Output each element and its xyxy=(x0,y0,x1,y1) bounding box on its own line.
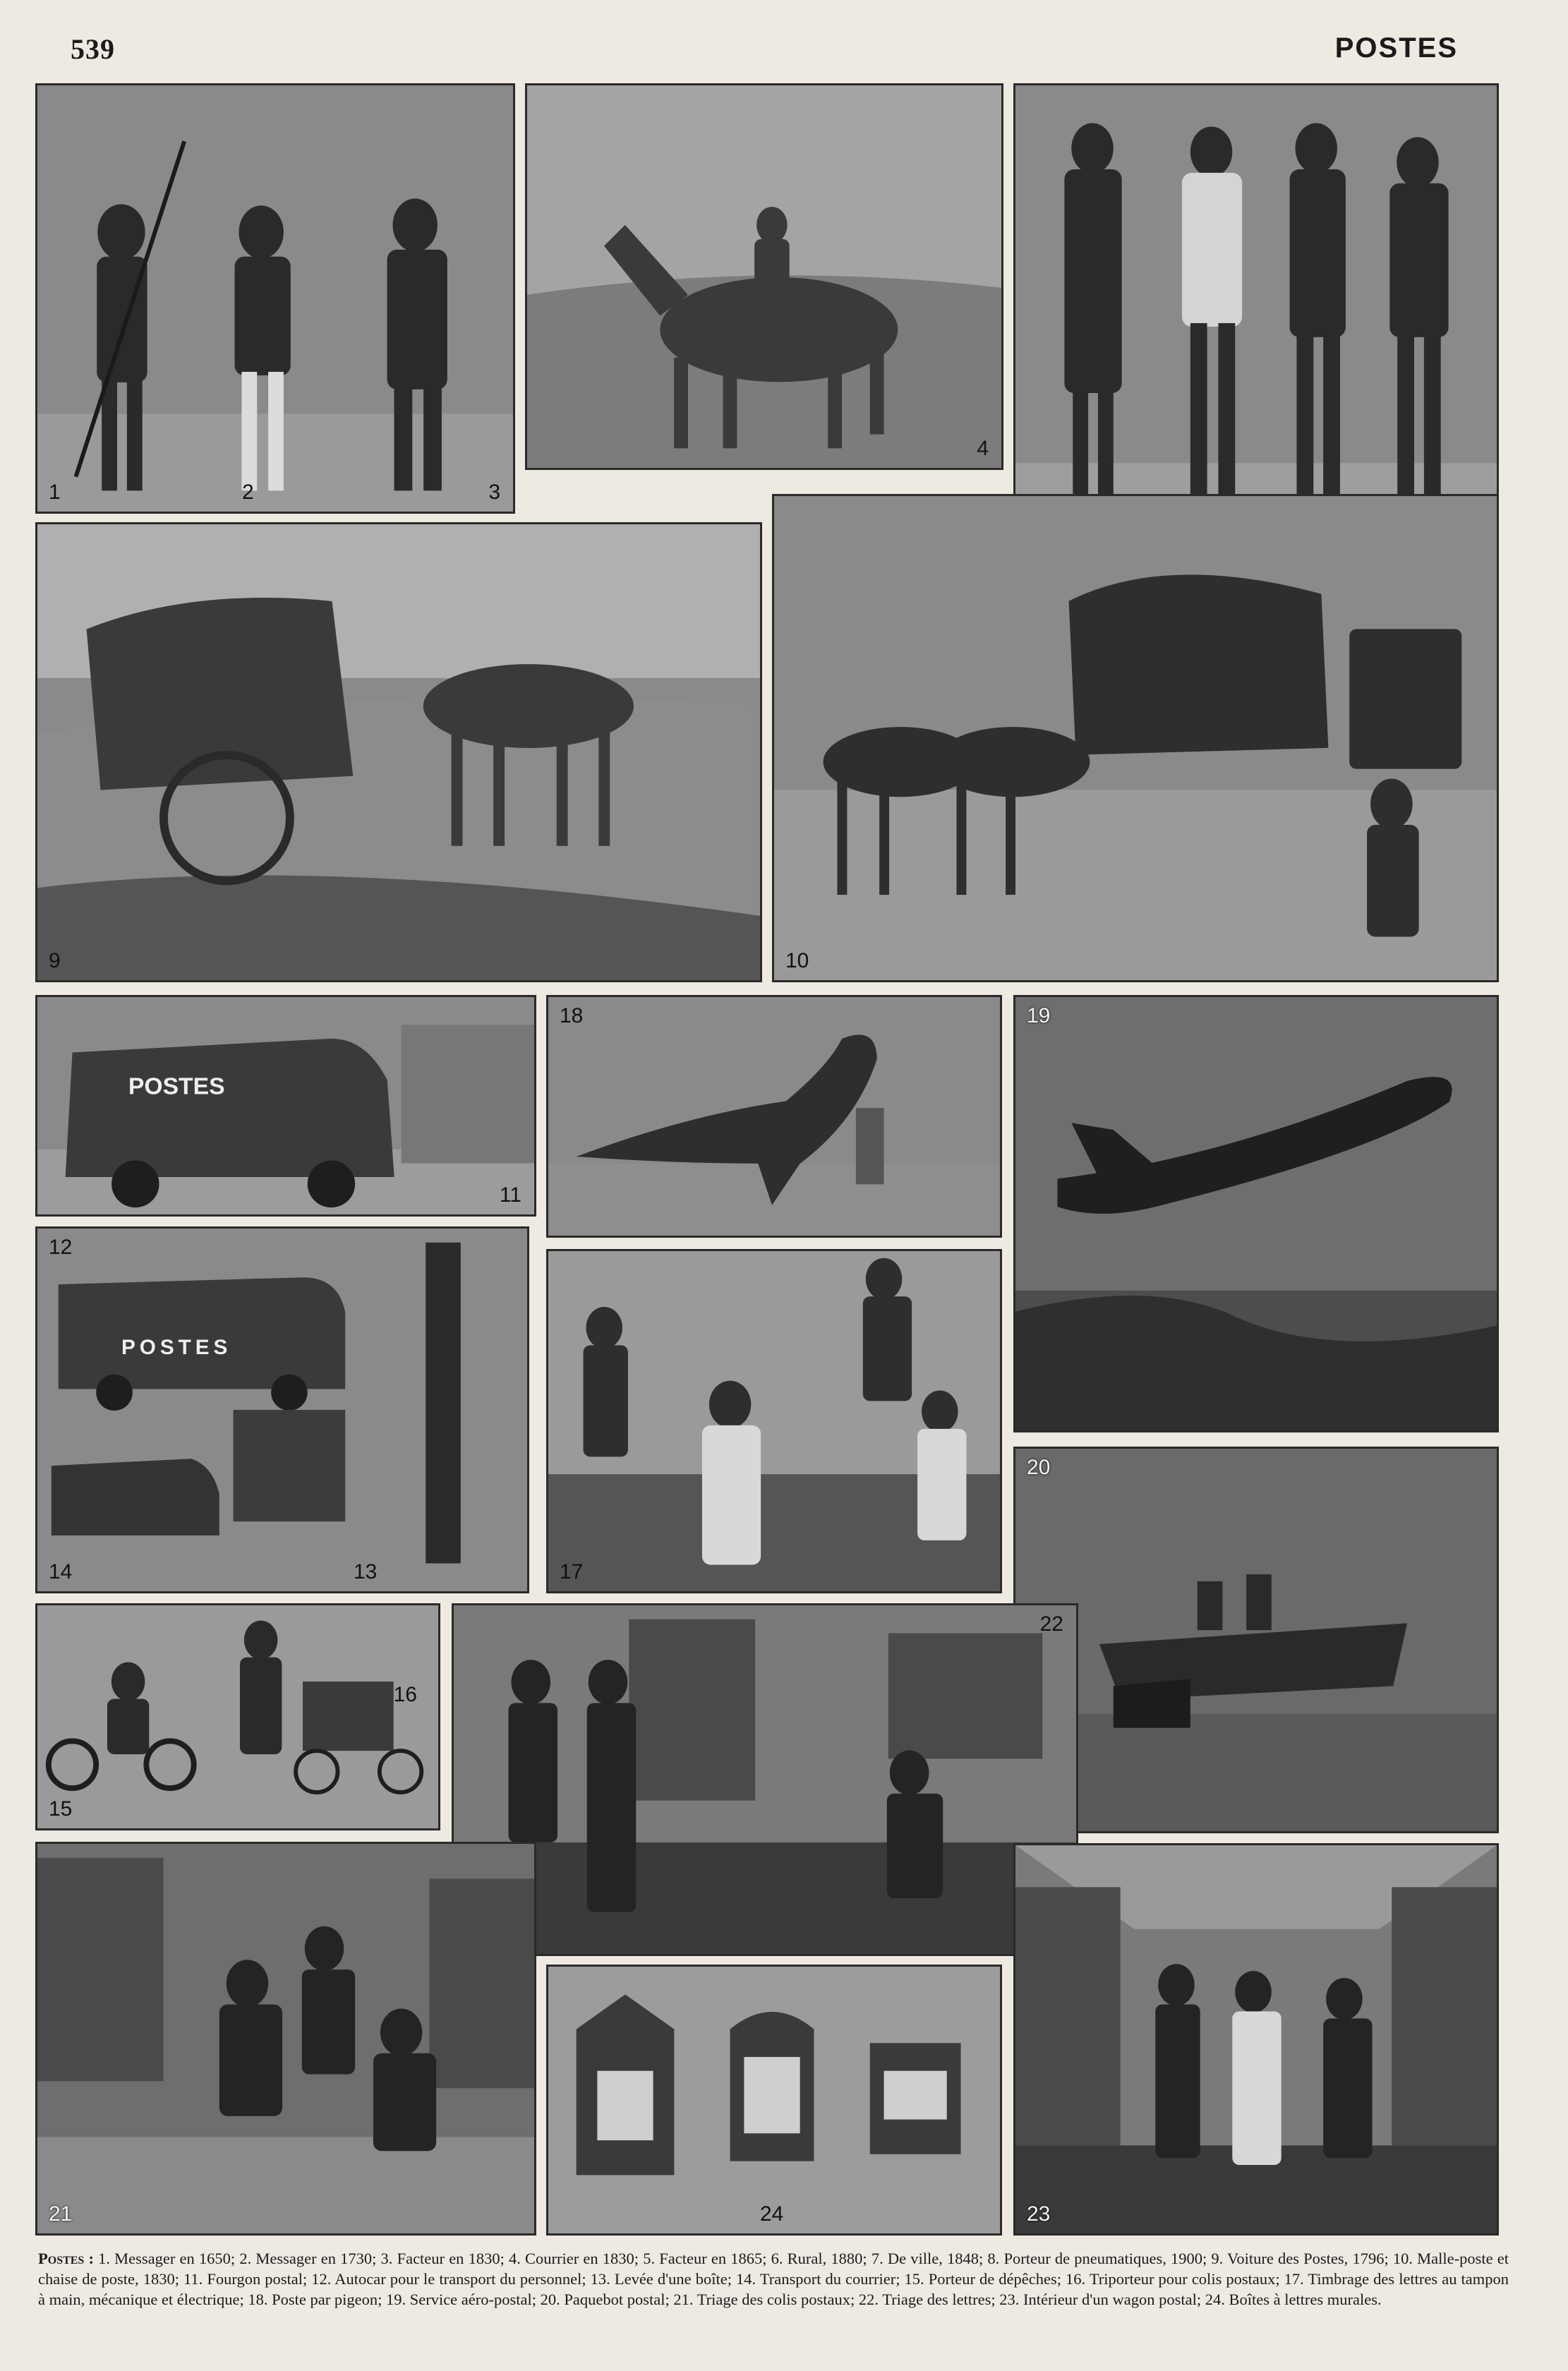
illustration-mail-steamer xyxy=(1013,1447,1499,1833)
illustration-postal-wagon-1796 xyxy=(35,522,762,982)
illustration-dispatch-carriers xyxy=(35,1603,440,1830)
illustration-letter-sorting xyxy=(452,1603,1078,1956)
caption-text: 1. Messager en 1650; 2. Messager en 1730; 3. Facteur en 1830; 4. Courrier en 1830; 5. Facteur en 1865; 6. Rural, 1880; 7. De ville, 1848; 8. Porteur de pneumatiques, 1900; 9. Voiture des Postes, 1796; 10. Malle-poste et chaise de poste, 1830; 11. Fourgon postal; 12. Autocar pour le transport du personnel; 13. Levée d'une boîte; 14. Transport du courrier; 15. Porteur de dépêches; 16. Triporteur pour colis postaux; 17. Timbrage des lettres au tampon à main, mécanique et électrique; 18. Poste par pigeon; 19. Service aéro-postal; 20. Paquebot postal; 21. Triage des colis postaux; 22. Triage des lettres; 23. Intérieur d'un wagon postal; 24. Boîtes à lettres murales. xyxy=(38,2250,1509,2308)
illustration-mounted-courier xyxy=(525,83,1003,470)
plate-number: 12 xyxy=(49,1236,73,1259)
page-header xyxy=(65,27,1464,69)
illustration-mail-coach-1830 xyxy=(772,494,1499,982)
plate-number: 17 xyxy=(560,1560,584,1583)
illustration-staff-bus-and-mail-collection xyxy=(35,1226,529,1593)
caption-lead: Postes : xyxy=(38,2250,94,2267)
illustration-airmail-plane xyxy=(1013,995,1499,1432)
plate-number: 15 xyxy=(49,1797,73,1821)
illustration-letter-stamping xyxy=(546,1249,1002,1593)
plate-number: 22 xyxy=(1039,1612,1063,1636)
plate-number: 9 xyxy=(49,949,61,972)
plate-number: 24 xyxy=(760,2202,784,2226)
illustration-parcel-sorting xyxy=(35,1842,536,2236)
illustration-postmen-uniforms xyxy=(1013,83,1499,555)
plate-number: 11 xyxy=(499,1183,521,1207)
page-title: POSTES xyxy=(1334,32,1458,64)
plate-number: 2 xyxy=(242,481,254,504)
plate-number: 16 xyxy=(393,1683,417,1706)
bus-lettering: POSTES xyxy=(121,1335,232,1359)
plate-number: 10 xyxy=(785,949,809,972)
illustration-mail-car-interior xyxy=(1013,1843,1499,2236)
plate-number: 3 xyxy=(488,481,500,504)
plate-number: 23 xyxy=(1027,2202,1051,2226)
plate-number: 1 xyxy=(49,481,61,504)
illustration-messengers-and-postman xyxy=(35,83,515,514)
illustration-postal-van xyxy=(35,995,536,1217)
plate-number: 18 xyxy=(560,1004,584,1027)
plate-number: 14 xyxy=(49,1560,73,1583)
illustration-pigeon-post xyxy=(546,995,1002,1238)
plate-caption xyxy=(38,2248,1509,2310)
page-number: 539 xyxy=(71,33,115,65)
illustration-wall-letter-boxes xyxy=(546,1965,1002,2236)
plate-number: 21 xyxy=(49,2202,73,2226)
plate-number: 20 xyxy=(1027,1456,1051,1479)
plate-number: 19 xyxy=(1027,1004,1051,1027)
plate-number: 13 xyxy=(354,1560,378,1583)
van-lettering: POSTES xyxy=(128,1073,225,1100)
plate-number: 4 xyxy=(977,437,989,460)
